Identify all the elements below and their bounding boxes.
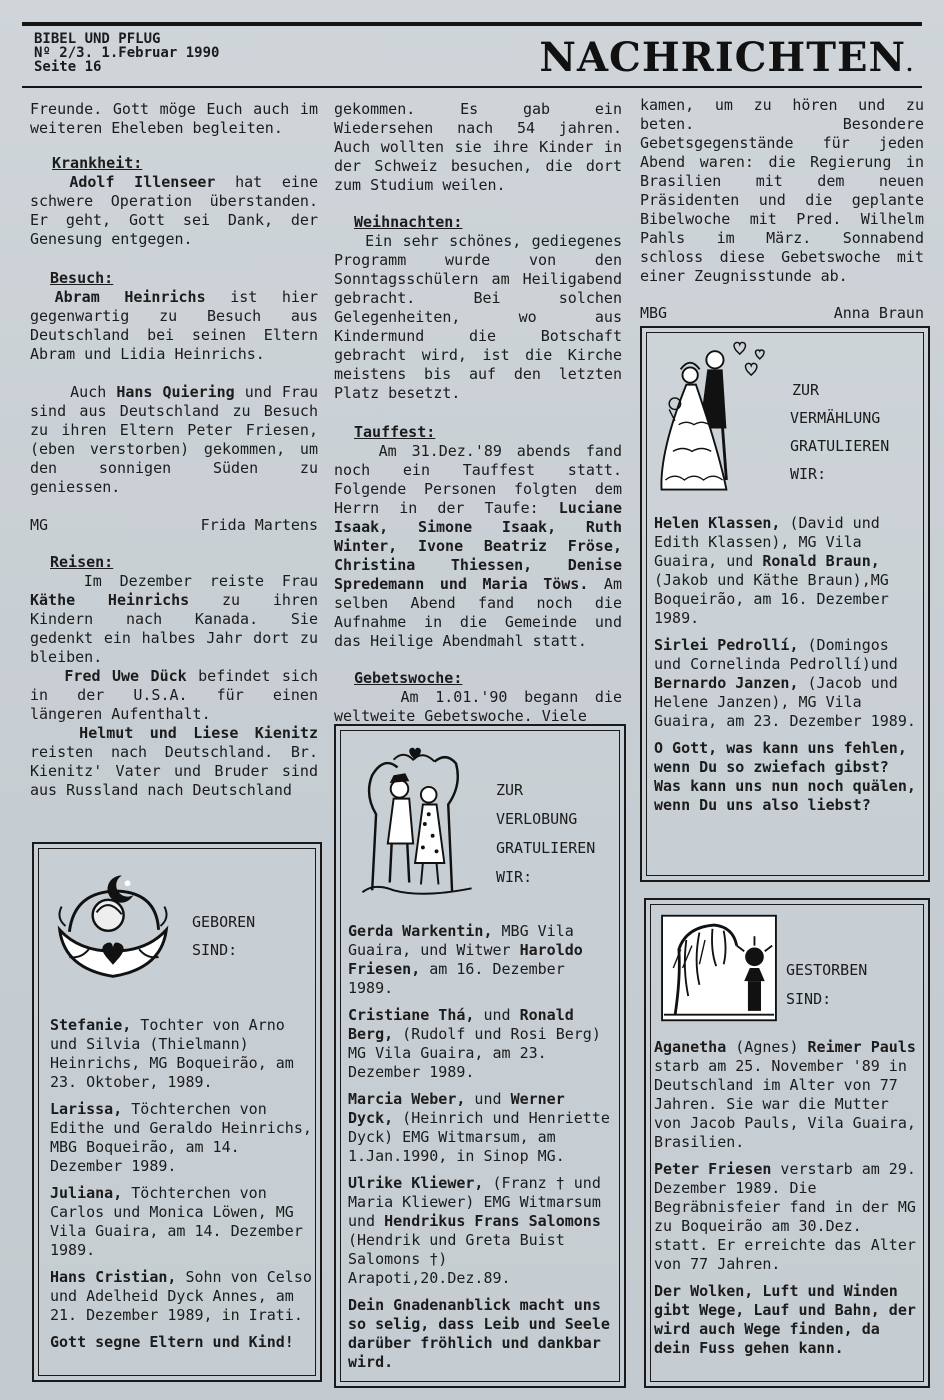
mourning-tree-illustration [658, 912, 780, 1024]
krankheit-text: Adolf Illenseer hat eine schwere Operation überstanden. Er geht, Gott sei Dank, der Genesung entgegen. [30, 173, 319, 248]
col2-intro: gekommen. Es gab ein Wiedersehen nach 54 jahren. Auch wollten sie ihre Kinder in der Schweiz besuchen, die dort zum Studium weilen. [334, 100, 622, 194]
verlobung-entry: Ulrike Kliewer, (Franz † und Maria Kliewer) EMG Witmarsum und Hendrikus Frans Salomons (Hendrik und Greta Buist Salomons †) Arapoti,20.Dez.89. [348, 1174, 601, 1287]
weihnachten-heading: Weihnachten: [354, 213, 463, 231]
reisen-heading: Reisen: [50, 553, 114, 571]
geboren-heading: GEBOREN SIND: [192, 913, 256, 959]
geboren-entry: Stefanie, Tochter von Arno und Silvia (Thielmann) Heinrichs, MG Boqueirão, am 23. Oktober, 1989. [50, 1016, 294, 1091]
gestorben-entry: Aganetha (Agnes) Reimer Pauls starb am 25. November '89 in Deutschland im Alter von 77 Jahren. Sie war die Mutter von Jacob Pauls, Vila Guaira, Brasilien. [654, 1038, 916, 1151]
vermaehlung-closing: O Gott, was kann uns fehlen, wenn Du so zwiefach gibst? Was kann uns nun noch quälen, wenn Du uns also liebst? [654, 739, 916, 814]
vermaehlung-box [640, 326, 930, 882]
header-rule-bottom [22, 86, 922, 88]
geboren-closing: Gott segne Eltern und Kind! [50, 1333, 294, 1351]
geboren-box [32, 842, 322, 1382]
col1-intro: Freunde. Gott möge Euch auch im weiteren Eheleben begleiten. [30, 100, 318, 137]
verlobung-entry: Gerda Warkentin, MBG Vila Guaira, und Witwer Haroldo Friesen, am 16. Dezember 1989. [348, 922, 583, 997]
page-number: Seite 16 [34, 59, 102, 75]
baby-cradle-illustration [50, 862, 176, 988]
verlobung-entry: Cristiane Thá, und Ronald Berg, (Rudolf und Rosi Berg) MG Vila Guaira, am 23. Dezember 1989. [348, 1006, 601, 1081]
wedding-couple-illustration [652, 336, 776, 500]
geboren-entry: Hans Cristian, Sohn von Celso und Adelheid Dyck Annes, am 21. Dezember 1989, in Irati. [50, 1268, 312, 1324]
geboren-entry: Larissa, Töchterchen von Edithe und Geraldo Heinrichs, MBG Boqueirão, am 14. Dezember 1989. [50, 1100, 312, 1175]
col1-signature: MG Frida Martens [30, 516, 318, 534]
vermaehlung-entry: Sirlei Pedrollí, (Domingos und Cornelinda Pedrollí)und Bernardo Janzen, (Jacob und Helene Janzen), MG Vila Guaira, am 23. Dezember 1989. [654, 636, 916, 730]
geboren-entry: Juliana, Töchterchen von Carlos und Monica Löwen, MG Vila Guaira, am 14. Dezember 1989. [50, 1184, 303, 1259]
geboren-entries [50, 1016, 312, 1360]
col3-signature: MBG Anna Braun [640, 304, 924, 322]
krankheit-heading: Krankheit: [52, 154, 143, 172]
reisen3-text: Helmut und Liese Kienitz reisten nach Deutschland. Br. Kienitz' Vater und Bruder sind aus Russland nach Deutschland [30, 724, 318, 799]
publication-name: BIBEL UND PFLUG [34, 31, 161, 47]
engaged-couple-illustration [354, 746, 482, 902]
gestorben-entry: Peter Friesen verstarb am 29. Dezember 1989. Die Begräbnisfeier fand in der MG zu Boqueirão am 30.Dez. statt. Er erreichte das Alter von 77 Jahren. [654, 1160, 916, 1273]
besuch-text: Abram Heinrichs ist hier gegenwartig zu Besuch aus Deutschland bei seinen Eltern Abram und Lidia Heinrichs. [30, 288, 319, 363]
header-rule-top [22, 22, 922, 26]
verlobung-box [334, 724, 626, 1388]
masthead [34, 32, 219, 74]
besuch2-text: Auch Hans Quiering und Frau sind aus Deutschland zu Besuch zu ihren Eltern Peter Friesen, (eben verstorben) gekommen, um den sonnigen Süden zu geniessen. [30, 383, 319, 496]
tauffest-text: Am 31.Dez.'89 abends fand noch ein Tauffest statt. Folgende Personen folgten dem Herrn in der Taufe: Luciane Isaak, Simone Isaak, Ruth Winter, Ivone Beatriz Fröse, Christina Thiessen, Denise Spredemann und Maria Töws. Am selben Abend fand noch die Aufnahme in die Gemeinde und das Heilige Abendmahl statt. [334, 442, 622, 650]
section-title: NACHRICHTEN. [539, 34, 914, 81]
gebetswoche-text: Am 1.01.'90 begann die weltweite Gebetswoche. Viele [334, 688, 623, 725]
col3-intro: kamen, um zu hören und zu beten. Besondere Gebetsgegenstände für jeden Abend waren: die Regierung in Brasilien mit dem neuen Präsidenten und die geplante Bibelwoche mit Pred. Wilhelm Pahls im März. Sonnabend schloss diese Gebetswoche mit einer Zeugnisstunde ab. [640, 96, 924, 285]
verlobung-entry: Marcia Weber, und Werner Dyck, (Heinrich und Henriette Dyck) EMG Witmarsum, am 1.Jan.1990, in Sinop MG. [348, 1090, 610, 1165]
gestorben-entries [654, 1038, 920, 1366]
verlobung-entries [348, 922, 614, 1380]
issue-line: Nº 2/3. 1.Februar 1990 [34, 45, 220, 61]
column-1 [30, 100, 318, 800]
vermaehlung-heading: ZUR VERMÄHLUNG GRATULIEREN WIR: [790, 381, 890, 483]
vermaehlung-entries [654, 514, 920, 823]
gestorben-box [644, 898, 930, 1388]
weihnachten-text: Ein sehr schönes, gediegenes Programm wurde von den Sonntagsschülern am Heiligabend gebracht. Bei solchen Gelegenheiten, wo aus Kindermund die Botschaft gebracht wird, ist die Kirche meistens bis auf den letzten Platz besetzt. [334, 232, 622, 402]
vermaehlung-entry: Helen Klassen, (David und Edith Klassen), MG Vila Guaira, und Ronald Braun, (Jakob und Käthe Braun),MG Boqueirão, am 16. Dezember 1989. [654, 514, 889, 627]
gestorben-heading: GESTORBEN SIND: [786, 961, 868, 1008]
gebetswoche-heading: Gebetswoche: [354, 669, 463, 687]
gestorben-closing: Der Wolken, Luft und Winden gibt Wege, Lauf und Bahn, der wird auch Wege finden, da dein Fuss gehen kann. [654, 1282, 916, 1357]
reisen1-text: Im Dezember reiste Frau Käthe Heinrichs zu ihren Kindern nach Kanada. Sie gedenkt ein halbes Jahr dort zu bleiben. [30, 572, 318, 666]
tauffest-heading: Tauffest: [354, 423, 436, 441]
verlobung-closing: Dein Gnadenanblick macht uns so selig, dass Leib und Seele darüber fröhlich und dankbar wird. [348, 1296, 610, 1371]
reisen2-text: Fred Uwe Dück befindet sich in der U.S.A. für einen längeren Aufenthalt. [30, 667, 318, 723]
besuch-heading: Besuch: [50, 269, 114, 287]
column-3 [640, 96, 924, 323]
column-2 [334, 100, 622, 726]
verlobung-heading: ZUR VERLOBUNG GRATULIEREN WIR: [496, 781, 596, 886]
